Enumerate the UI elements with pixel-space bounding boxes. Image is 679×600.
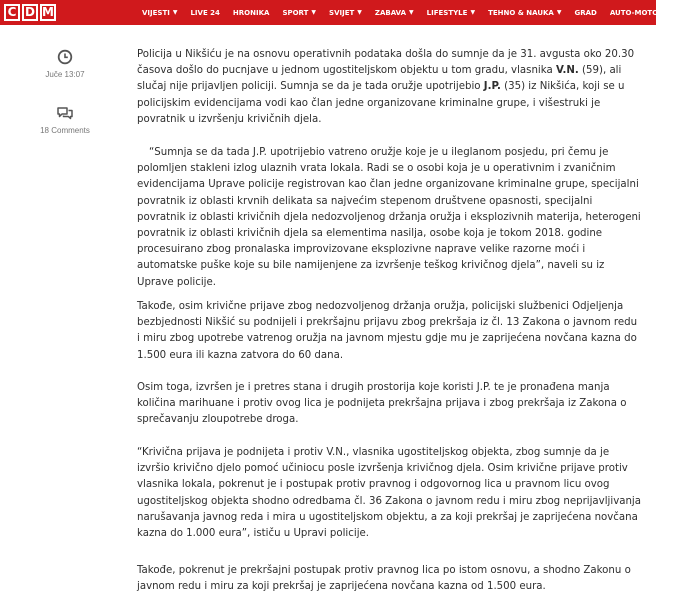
p1-owner-initials: V.N.	[555, 65, 579, 77]
nav-item-tehno-nauka[interactable]	[488, 9, 561, 17]
article-paragraph-3: Takođe, osim krivične prijave zbog nedozvoljenog držanja oružja, policijski službenici Odjeljenja bezbjednosti Nikšić su podnijeli i prekršajnu prijavu zbog prekršaja iz čl. 13 Zakona o javnom redu i miru zbog upotrebe vatrenog oružja na javnom mjestu gdje mu je zaprijećena novčana kazna do 1.500 eura ili kazna zatvora do 60 dana.	[137, 301, 638, 361]
chevron-down-icon: ▼	[172, 9, 178, 16]
nav-item-label: VIJESTI	[142, 8, 170, 17]
p1-suspect-initials: J.P.	[483, 81, 501, 93]
chevron-down-icon: ▼	[311, 9, 317, 16]
nav-item-label: LIVE 24	[190, 8, 220, 17]
nav-item-label: HRONIKA	[232, 8, 270, 17]
nav-item-zabava[interactable]	[375, 9, 414, 17]
nav-item-live-24[interactable]	[190, 9, 219, 17]
publish-time-block	[0, 49, 130, 79]
nav-item-label: LIFESTYLE	[426, 8, 468, 17]
main-menu	[142, 0, 679, 25]
nav-item-label: SVIJET	[329, 8, 355, 17]
article-paragraph-4: Osim toga, izvršen je i pretres stana i drugih prostorija koje koristi J.P. te je pronađena manja količina marihuane i protiv ovog lica je podnijeta prekršajna prijava i zbog prekršaja iz Zakona o sprečavanju zloupotrebe droga.	[137, 382, 627, 426]
nav-item-label: GRAD	[574, 8, 597, 17]
publish-time: Juče 13:07	[45, 70, 85, 79]
nav-item-grad[interactable]	[574, 9, 596, 17]
comments-icon[interactable]	[56, 105, 74, 121]
article-paragraph-1	[137, 47, 642, 128]
nav-item-vijesti[interactable]	[142, 9, 177, 17]
p1-text-e: (35) iz Nikšića, koji se u policijskim evidencijama vodi kao član jedne organizovane kriminalne grupe, i višestruki je povratnik u izvršenju krivičnih djela.	[137, 81, 625, 125]
nav-item-auto-moto[interactable]	[610, 9, 666, 17]
chevron-down-icon: ▼	[470, 9, 476, 16]
nav-item-svijet[interactable]	[329, 9, 362, 17]
nav-item-lifestyle[interactable]	[427, 9, 475, 17]
chevron-down-icon: ▼	[357, 9, 362, 16]
nav-item-label: AUTO-MOTO	[609, 8, 659, 17]
chevron-down-icon: ▼	[556, 9, 562, 16]
nav-item-label: ZABAVA	[374, 8, 407, 17]
top-navigation-bar	[0, 0, 666, 25]
logo-letter-d: D	[22, 4, 38, 21]
p1-text-c: (59), ali slučaj nije prijavljen policiji. Sumnja se da je tada oružje upotrijebio	[137, 65, 622, 93]
nav-item-label: SPORT	[282, 8, 309, 17]
chevron-down-icon: ▼	[409, 9, 414, 16]
logo-letter-m: M	[40, 4, 56, 21]
logo-letter-c: C	[4, 4, 20, 21]
nav-item-sport[interactable]	[282, 9, 316, 17]
nav-item-hronika[interactable]	[233, 9, 270, 17]
article-paragraph-5: “Krivična prijava je podnijeta i protiv V.N., vlasnika ugostiteljskog objekta, zbog sumnje da je izvršio krivično djelo pomoć učiniocu posle izvršenja krivičnog djela. Osim krivične prijave protiv vlasnika lokala, pokrenut je i postupak protiv pravnog i odgovornog lica u pravnom licu ovog ugostiteljskog objekta shodno odredbama čl. 36 Zakona o javnom redu i miru zbog neprijavljivanja narušavanja javnog reda i mira u ugostiteljskom objektu, a za koji prekršaj je zaprijećena novčana kazna do 1.000 eura”, ističu u Upravi policije.	[137, 447, 641, 540]
nav-item-label: TEHNO & NAUKA	[488, 8, 554, 17]
chevron-down-icon: ▼	[661, 9, 666, 16]
p1-text-a: Policija u Nikšiću je na osnovu operativnih podataka došla do sumnje da je 31. avgusta oko 20.30 časova došlo do pucnjave u jednom ugostiteljskom objektu u tom gradu, vlasnika	[137, 49, 635, 77]
comments-count[interactable]: 18 Comments	[40, 126, 90, 135]
clock-icon	[57, 49, 73, 65]
article-paragraph-2: “Sumnja se da tada J.P. upotrijebio vatreno oružje koje je u ileglanom posjedu, pri čemu je polomljen stakleni izlog ulaznih vrata lokala. Radi se o osobi koja je u operativnim i zvaničnim evidencijama Uprave policije registrovan kao član jedne organizovane kriminalne grupe, specijalni povratnik iz oblasti krvnih delikata sa najvećim stepenom društvene opasnosti, specijalni povratnik iz oblasti krivičnih djela nedozvoljenog držanja oružja i eksplozivnih materija, heterogeni povratnik iz oblasti krivičnih djela sa elementima nasilja, osobe koja je tokom 2018. godine procesuirano zbog pronalaska improvizovane eksplozivne naprave velike razorne moći i automatske puške koje su bile namijenjene za izvršenje teškog krivičnog djela”, naveli su iz Uprave policije.	[137, 147, 641, 288]
article-meta-sidebar	[0, 25, 130, 600]
site-logo[interactable]	[4, 0, 58, 25]
article-paragraph-6: Takođe, pokrenut je prekršajni postupak protiv pravnog lica po istom osnovu, a shodno Zakonu o javnom redu i miru za koji prekršaj je zaprijećena novčana kazna od 1.500 eura.	[137, 565, 631, 593]
comments-block[interactable]	[0, 105, 130, 135]
